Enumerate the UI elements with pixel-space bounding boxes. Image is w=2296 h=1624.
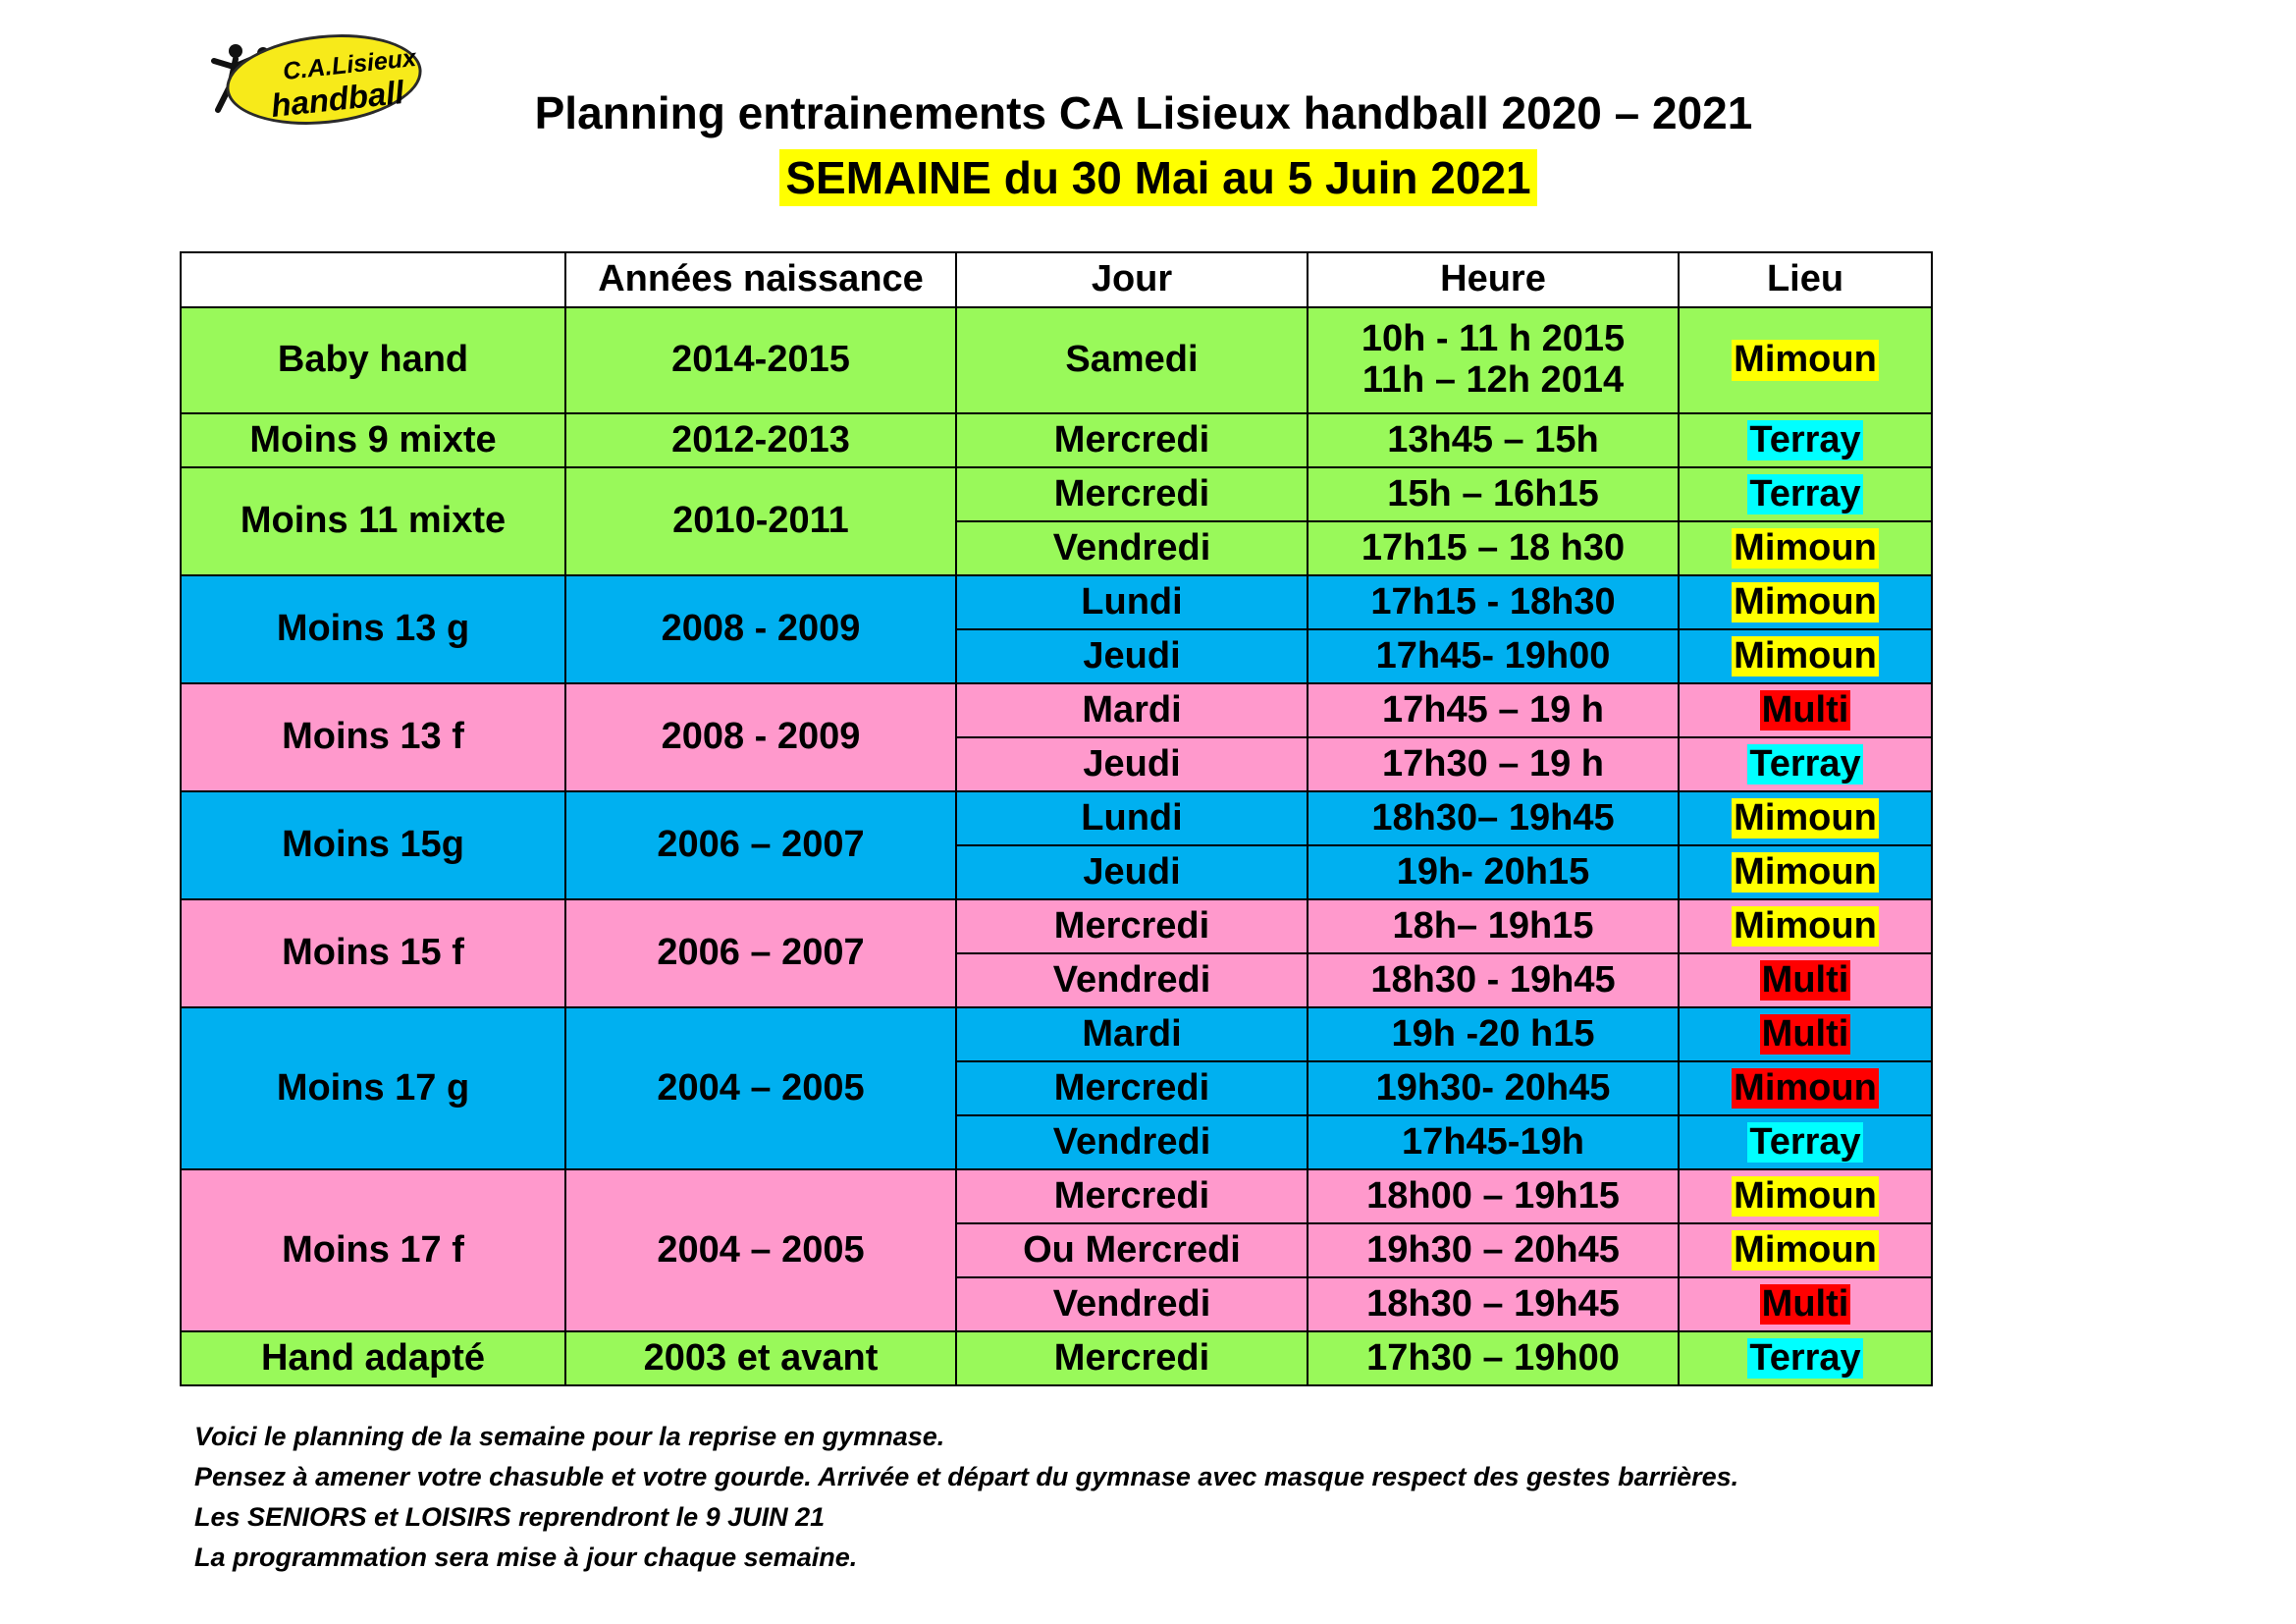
day-cell: Mercredi — [956, 1061, 1308, 1115]
place-cell — [1679, 737, 1932, 791]
place-cell — [1679, 413, 1932, 467]
place-cell — [1679, 1115, 1932, 1169]
place-label: Terray — [1749, 418, 1861, 460]
table-row — [181, 1007, 1932, 1061]
time-cell: 18h00 – 19h15 — [1308, 1169, 1679, 1223]
place-cell — [1679, 899, 1932, 953]
table-row — [181, 575, 1932, 629]
time-cell: 17h45 – 19 h — [1308, 683, 1679, 737]
birth-years-cell: 2010-2011 — [565, 467, 956, 575]
day-cell: Lundi — [956, 791, 1308, 845]
day-cell: Jeudi — [956, 629, 1308, 683]
day-cell: Vendredi — [956, 1277, 1308, 1331]
time-cell: 13h45 – 15h — [1308, 413, 1679, 467]
place-cell — [1679, 629, 1932, 683]
birth-years-cell: 2006 – 2007 — [565, 791, 956, 899]
day-cell: Jeudi — [956, 845, 1308, 899]
birth-years-cell: 2003 et avant — [565, 1331, 956, 1385]
place-label: Multi — [1761, 958, 1849, 1001]
time-line: 10h - 11 h 2015 — [1361, 318, 1626, 360]
place-label: Terray — [1749, 1120, 1861, 1163]
time-cell: 19h30- 20h45 — [1308, 1061, 1679, 1115]
table-row — [181, 1169, 1932, 1223]
day-cell: Mardi — [956, 1007, 1308, 1061]
table-row — [181, 791, 1932, 845]
place-cell — [1679, 1331, 1932, 1385]
place-label: Terray — [1749, 742, 1861, 785]
week-subtitle: SEMAINE du 30 Mai au 5 Juin 2021 — [779, 149, 1536, 206]
place-label: Multi — [1761, 1282, 1849, 1325]
category-cell: Moins 15 f — [181, 899, 565, 1007]
time-cell: 19h- 20h15 — [1308, 845, 1679, 899]
place-label: Mimoun — [1734, 339, 1877, 381]
table-body — [181, 307, 1932, 1385]
time-cell: 18h– 19h15 — [1308, 899, 1679, 953]
time-cell: 17h45- 19h00 — [1308, 629, 1679, 683]
header-blank — [181, 252, 565, 307]
table-header-row — [181, 252, 1932, 307]
birth-years-cell: 2004 – 2005 — [565, 1007, 956, 1169]
birth-years-cell: 2008 - 2009 — [565, 683, 956, 791]
header-place: Lieu — [1679, 252, 1932, 307]
table-row — [181, 1331, 1932, 1385]
place-cell — [1679, 791, 1932, 845]
time-cell — [1308, 307, 1679, 413]
day-cell: Vendredi — [956, 953, 1308, 1007]
category-cell: Moins 9 mixte — [181, 413, 565, 467]
place-label: Multi — [1761, 688, 1849, 731]
header-time: Heure — [1308, 252, 1679, 307]
day-cell: Vendredi — [956, 1115, 1308, 1169]
notes-block — [194, 1417, 1738, 1578]
place-label: Mimoun — [1734, 1228, 1877, 1271]
day-cell: Mardi — [956, 683, 1308, 737]
training-schedule-table — [180, 251, 1933, 1386]
birth-years-cell: 2004 – 2005 — [565, 1169, 956, 1331]
time-cell: 18h30– 19h45 — [1308, 791, 1679, 845]
day-cell: Vendredi — [956, 521, 1308, 575]
place-label: Mimoun — [1734, 796, 1877, 839]
note-line: Voici le planning de la semaine pour la reprise en gymnase. — [194, 1422, 945, 1451]
note-line: La programmation sera mise à jour chaque semaine. — [194, 1543, 858, 1572]
place-label: Mimoun — [1734, 580, 1877, 623]
note-line: Pensez à amener votre chasuble et votre gourde. Arrivée et départ du gymnase avec masque respect des gestes barrières. — [194, 1462, 1739, 1491]
place-label: Terray — [1749, 1336, 1861, 1379]
day-cell: Mercredi — [956, 467, 1308, 521]
header-birth-years: Années naissance — [565, 252, 956, 307]
logo-text-sport: handball — [269, 74, 406, 124]
time-cell: 17h45-19h — [1308, 1115, 1679, 1169]
time-line: 11h – 12h 2014 — [1362, 359, 1625, 401]
place-label: Mimoun — [1734, 904, 1877, 947]
table-row — [181, 467, 1932, 521]
day-cell: Mercredi — [956, 1331, 1308, 1385]
table-row — [181, 683, 1932, 737]
place-cell — [1679, 1277, 1932, 1331]
place-cell — [1679, 521, 1932, 575]
table-row — [181, 307, 1932, 413]
time-cell: 19h30 – 20h45 — [1308, 1223, 1679, 1277]
week-banner — [0, 149, 2296, 206]
time-cell: 17h30 – 19 h — [1308, 737, 1679, 791]
place-cell — [1679, 467, 1932, 521]
category-cell: Moins 17 g — [181, 1007, 565, 1169]
place-label: Mimoun — [1734, 1066, 1877, 1109]
logo-text-club: C.A.Lisieux — [281, 43, 418, 86]
day-cell: Lundi — [956, 575, 1308, 629]
birth-years-cell: 2006 – 2007 — [565, 899, 956, 1007]
place-cell — [1679, 845, 1932, 899]
place-label: Mimoun — [1734, 850, 1877, 893]
place-label: Terray — [1749, 472, 1861, 514]
place-cell — [1679, 683, 1932, 737]
place-cell — [1679, 1169, 1932, 1223]
time-cell: 19h -20 h15 — [1308, 1007, 1679, 1061]
day-cell: Samedi — [956, 307, 1308, 413]
day-cell: Ou Mercredi — [956, 1223, 1308, 1277]
category-cell: Moins 13 g — [181, 575, 565, 683]
time-cell: 15h – 16h15 — [1308, 467, 1679, 521]
place-label: Multi — [1761, 1012, 1849, 1055]
category-cell: Moins 11 mixte — [181, 467, 565, 575]
place-label: Mimoun — [1734, 634, 1877, 677]
birth-years-cell: 2008 - 2009 — [565, 575, 956, 683]
place-cell — [1679, 307, 1932, 413]
time-cell: 17h30 – 19h00 — [1308, 1331, 1679, 1385]
place-label: Mimoun — [1734, 1174, 1877, 1217]
place-cell — [1679, 953, 1932, 1007]
day-cell: Jeudi — [956, 737, 1308, 791]
note-line: Les SENIORS et LOISIRS reprendront le 9 JUIN 21 — [194, 1502, 826, 1532]
time-cell: 17h15 - 18h30 — [1308, 575, 1679, 629]
category-cell: Moins 13 f — [181, 683, 565, 791]
time-cell: 18h30 – 19h45 — [1308, 1277, 1679, 1331]
place-cell — [1679, 1007, 1932, 1061]
birth-years-cell: 2014-2015 — [565, 307, 956, 413]
time-cell: 18h30 - 19h45 — [1308, 953, 1679, 1007]
page-title: Planning entrainements CA Lisieux handball 2020 – 2021 — [534, 87, 1753, 138]
table-row — [181, 899, 1932, 953]
place-cell — [1679, 1061, 1932, 1115]
birth-years-cell: 2012-2013 — [565, 413, 956, 467]
day-cell: Mercredi — [956, 899, 1308, 953]
category-cell: Baby hand — [181, 307, 565, 413]
category-cell: Hand adapté — [181, 1331, 565, 1385]
day-cell: Mercredi — [956, 413, 1308, 467]
table-row — [181, 413, 1932, 467]
place-cell — [1679, 575, 1932, 629]
category-cell: Moins 15g — [181, 791, 565, 899]
category-cell: Moins 17 f — [181, 1169, 565, 1331]
day-cell: Mercredi — [956, 1169, 1308, 1223]
place-cell — [1679, 1223, 1932, 1277]
header-day: Jour — [956, 252, 1308, 307]
time-cell: 17h15 – 18 h30 — [1308, 521, 1679, 575]
place-label: Mimoun — [1734, 526, 1877, 568]
